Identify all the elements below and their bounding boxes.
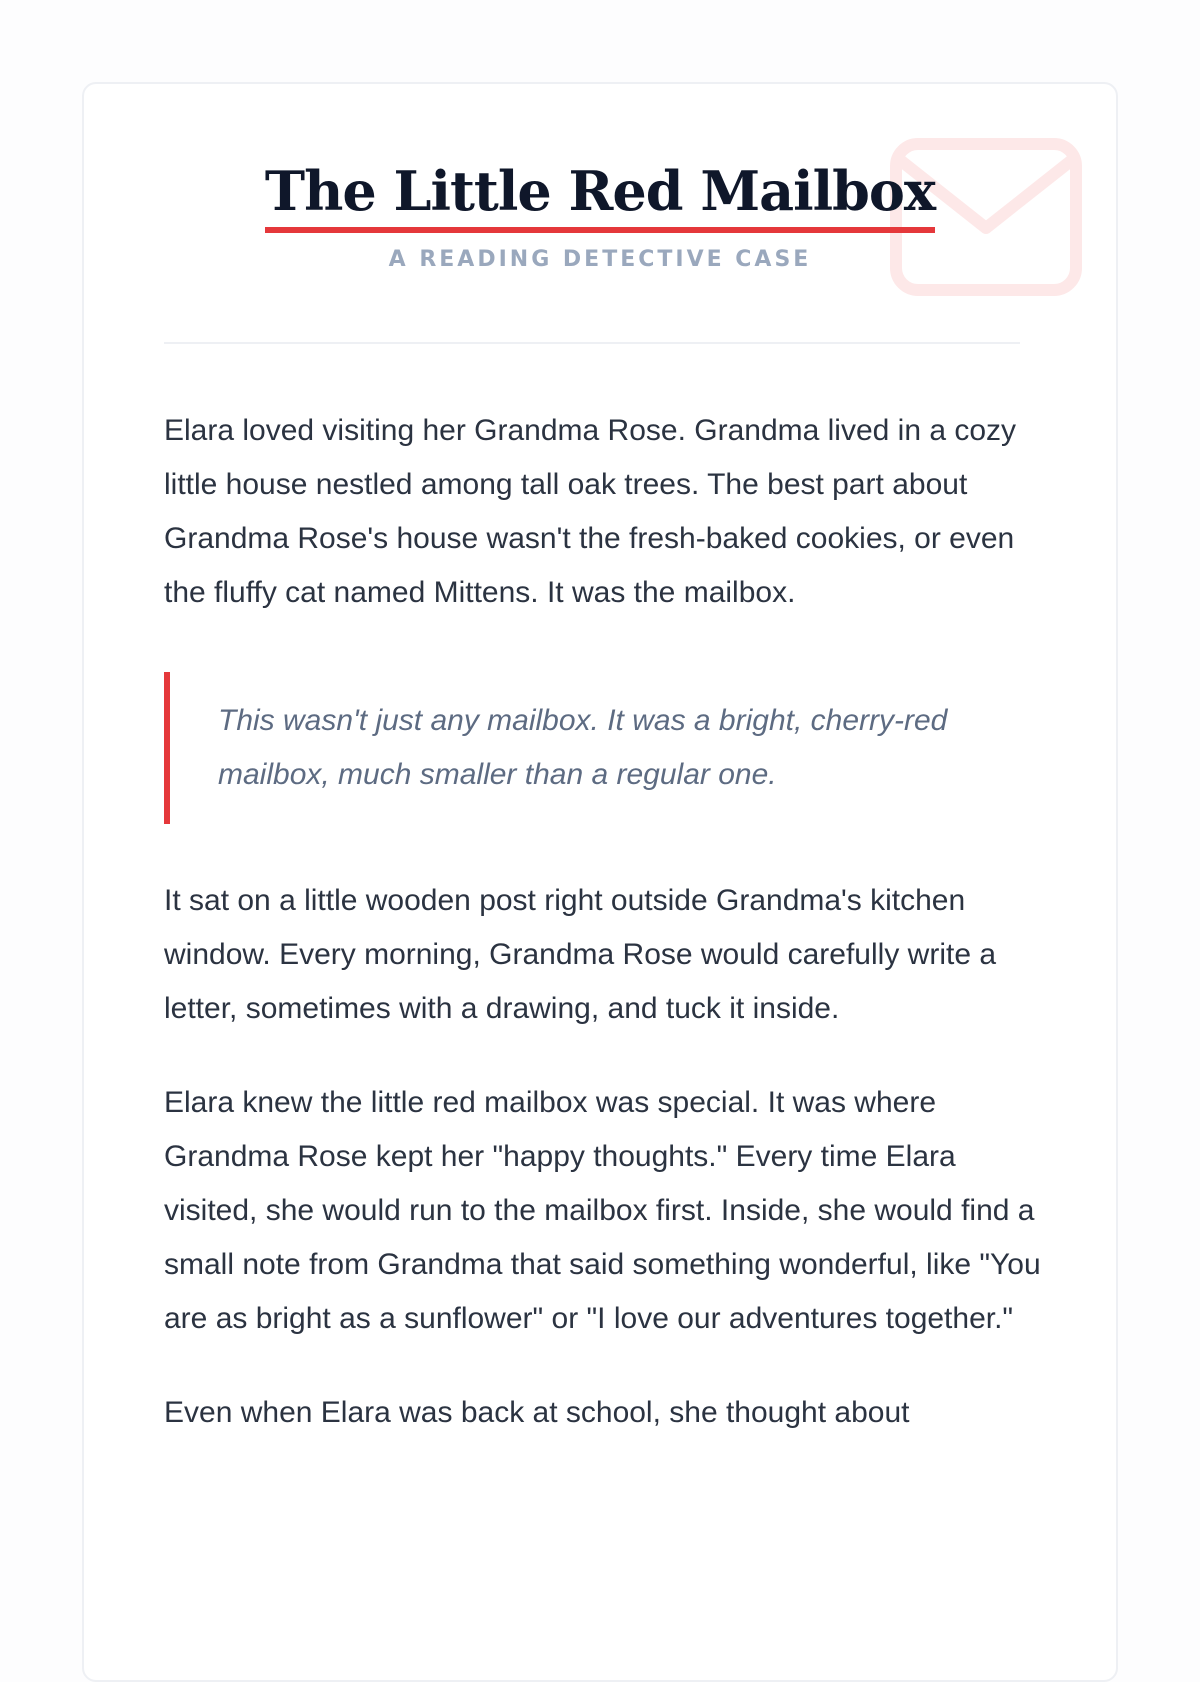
story-paragraph: It sat on a little wooden post right outside Grandma's kitchen window. Every morning, Grandma Rose would carefully write a letter, sometimes with a drawing, and tuck it inside. [164, 884, 997, 1025]
header-divider [164, 342, 1020, 344]
story-body [164, 404, 1044, 1480]
story-subtitle: A READING DETECTIVE CASE [388, 247, 812, 273]
story-paragraph: Elara loved visiting her Grandma Rose. Grandma lived in a cozy little house nestled among tall oak trees. The best part about Grandma Rose's house wasn't the fresh-baked cookies, or even the fluffy cat named Mittens. It was the mailbox. [164, 414, 1017, 609]
story-title: The Little Red Mailbox [265, 162, 935, 233]
story-paragraph: Elara knew the little red mailbox was special. It was where Grandma Rose kept her "happy thoughts." Every time Elara visited, she would run to the mailbox first. Inside, she would find a small note from Grandma that said something wonderful, like "You are as bright as a sunflower" or "I love our adventures together." [164, 1086, 1041, 1335]
story-paragraph: Even when Elara was back at school, she thought about [164, 1396, 910, 1429]
story-header [84, 159, 1116, 273]
story-card [82, 82, 1118, 1682]
story-quote: This wasn't just any mailbox. It was a bright, cherry-red mailbox, much smaller than a regular one. [164, 672, 1044, 824]
